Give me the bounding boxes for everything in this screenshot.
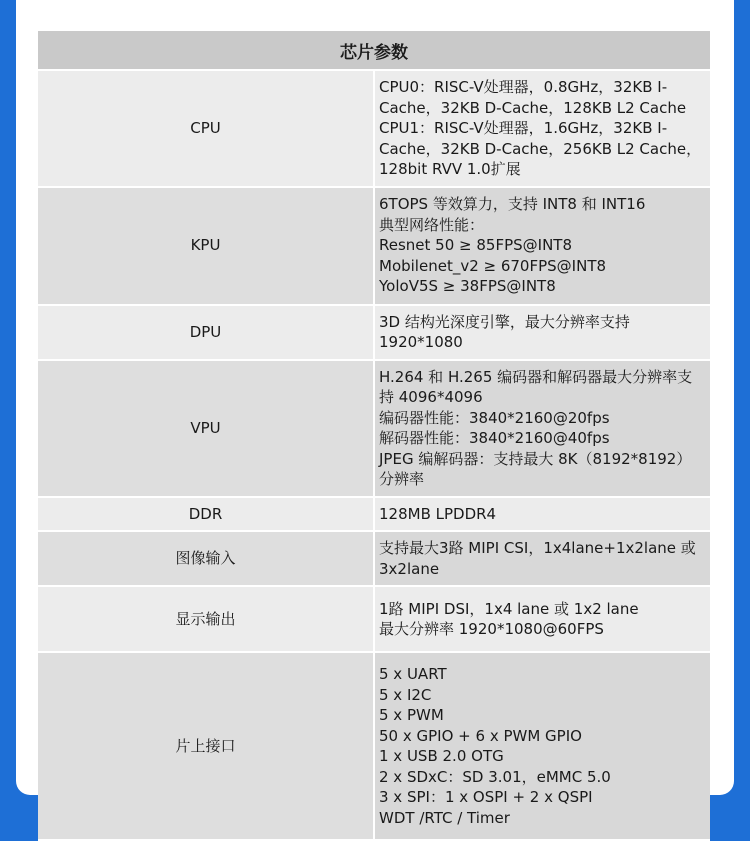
row-value <box>374 360 710 497</box>
table-row <box>38 497 710 532</box>
spec-card <box>16 0 734 827</box>
table-row <box>38 70 710 187</box>
value-line: 3D 结构光深度引擎，最大分辨率支持 1920*1080 <box>379 312 630 351</box>
row-value <box>374 187 710 305</box>
value-line: 3 x SPI：1 x OSPI + 2 x QSPI <box>379 788 593 806</box>
value-line: 最大分辨率 1920*1080@60FPS <box>379 620 604 638</box>
table-row <box>38 187 710 305</box>
row-label: KPU <box>38 187 374 305</box>
value-line: YoloV5S ≥ 38FPS@INT8 <box>379 277 556 296</box>
row-label: CPU <box>38 70 374 187</box>
spec-table <box>38 31 710 841</box>
row-label: 显示输出 <box>38 586 374 652</box>
row-label: DDR <box>38 497 374 532</box>
row-value <box>374 652 710 840</box>
table-row <box>38 360 710 497</box>
table-body <box>38 70 710 840</box>
value-line: 5 x I2C <box>379 685 432 704</box>
value-line: 1路 MIPI DSI，1x4 lane 或 1x2 lane <box>379 599 639 618</box>
row-label: DPU <box>38 305 374 360</box>
row-value <box>374 70 710 187</box>
table-header-row <box>38 31 710 70</box>
value-line: 128MB LPDDR4 <box>379 504 497 523</box>
value-line: CPU0：RISC-V处理器，0.8GHz，32KB I-Cache，32KB D-Cache，128KB L2 Cache <box>379 78 687 117</box>
value-line: 支持最大3路 MIPI CSI，1x4lane+1x2lane 或 3x2lane <box>379 539 696 578</box>
value-line: 2 x SDxC：SD 3.01，eMMC 5.0 <box>379 767 611 786</box>
row-label: 片上接口 <box>38 652 374 840</box>
value-line: Resnet 50 ≥ 85FPS@INT8 <box>379 236 573 255</box>
value-line: 典型网络性能： <box>379 215 485 234</box>
value-line: 编码器性能：3840*2160@20fps <box>379 408 610 427</box>
value-line: CPU1：RISC-V处理器，1.6GHz，32KB I-Cache，32KB D-Cache，256KB L2 Cache，128bit RVV 1.0扩展 <box>379 119 702 178</box>
value-line: JPEG 编解码器：支持最大 8K（8192*8192）分辨率 <box>379 449 692 488</box>
value-line: 解码器性能：3840*2160@40fps <box>379 429 610 447</box>
value-line: 5 x UART <box>379 665 447 683</box>
row-value <box>374 586 710 652</box>
value-line: Mobilenet_v2 ≥ 670FPS@INT8 <box>379 256 607 275</box>
table-row <box>38 531 710 586</box>
value-line: H.264 和 H.265 编码器和解码器最大分辨率支持 4096*4096 <box>379 367 693 406</box>
value-line: 6TOPS 等效算力，支持 INT8 和 INT16 <box>379 195 646 214</box>
row-value <box>374 305 710 360</box>
value-line: 5 x PWM <box>379 706 444 724</box>
value-line: 50 x GPIO + 6 x PWM GPIO <box>379 726 582 745</box>
row-label: 图像输入 <box>38 531 374 586</box>
row-value <box>374 497 710 532</box>
value-line: 1 x USB 2.0 OTG <box>379 747 504 765</box>
table-row <box>38 305 710 360</box>
value-line: WDT /RTC / Timer <box>379 808 510 827</box>
row-label: VPU <box>38 360 374 497</box>
table-title: 芯片参数 <box>38 31 710 70</box>
table-row <box>38 586 710 652</box>
table-row <box>38 652 710 840</box>
row-value <box>374 531 710 586</box>
